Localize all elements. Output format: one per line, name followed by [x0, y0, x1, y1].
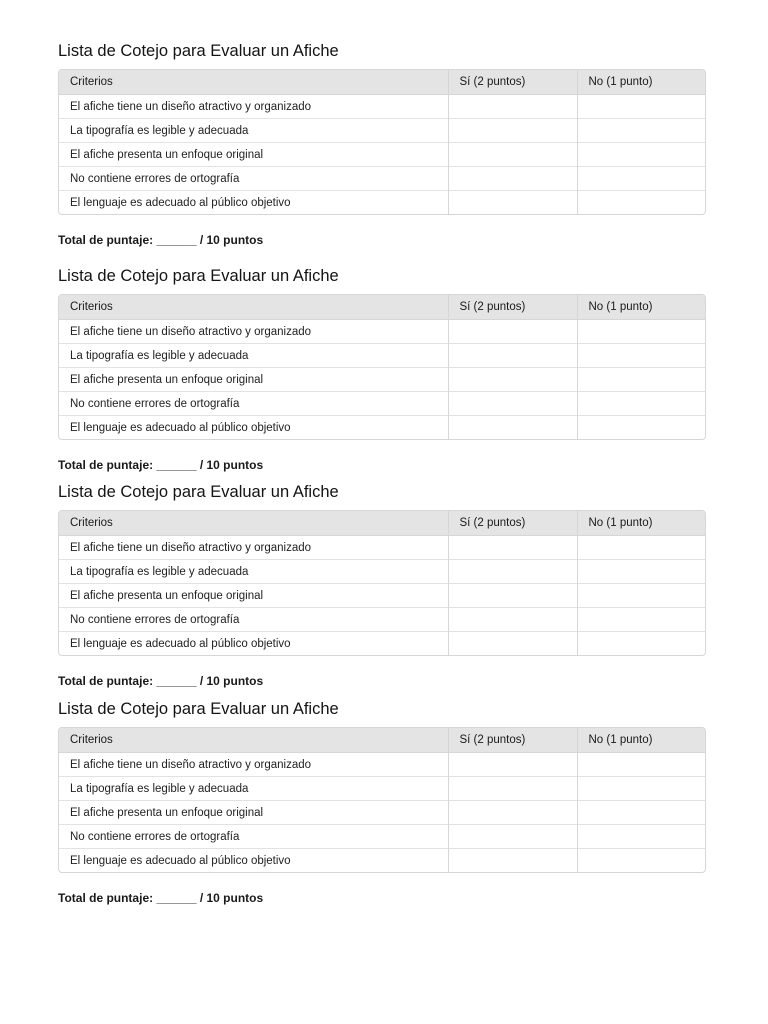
table-header-row	[59, 295, 705, 320]
no-cell[interactable]	[577, 560, 705, 584]
total-score: Total de puntaje: ______ / 10 puntos	[58, 891, 264, 905]
no-cell[interactable]	[577, 801, 705, 825]
table-row	[59, 777, 705, 801]
table-row	[59, 191, 705, 215]
si-cell[interactable]	[448, 344, 577, 368]
table-row	[59, 560, 705, 584]
no-cell[interactable]	[577, 777, 705, 801]
si-cell[interactable]	[448, 849, 577, 873]
no-cell[interactable]	[577, 320, 705, 344]
header-si: Sí (2 puntos)	[448, 295, 577, 320]
table-row	[59, 584, 705, 608]
no-cell[interactable]	[577, 344, 705, 368]
si-cell[interactable]	[448, 777, 577, 801]
table-row	[59, 143, 705, 167]
criterion-cell: El lenguaje es adecuado al público objetivo	[59, 849, 448, 873]
table-row	[59, 344, 705, 368]
total-score: Total de puntaje: ______ / 10 puntos	[58, 458, 264, 472]
si-cell[interactable]	[448, 753, 577, 777]
header-criterios: Criterios	[59, 295, 448, 320]
checklist-table-wrapper	[58, 510, 706, 656]
criterion-cell: El afiche tiene un diseño atractivo y organizado	[70, 325, 312, 338]
checklist-section-4	[58, 698, 706, 907]
total-score: Total de puntaje: ______ / 10 puntos	[58, 674, 264, 688]
no-cell[interactable]	[577, 753, 705, 777]
header-no: No (1 punto)	[577, 728, 705, 753]
header-si: Sí (2 puntos)	[448, 70, 577, 95]
criterion-cell: La tipografía es legible y adecuada	[59, 119, 448, 143]
table-row	[59, 392, 705, 416]
si-cell[interactable]	[448, 320, 577, 344]
checklist-section-3	[58, 481, 706, 690]
checklist-title: Lista de Cotejo para Evaluar un Afiche	[58, 483, 339, 501]
no-cell[interactable]	[577, 368, 705, 392]
header-si: Sí (2 puntos)	[448, 511, 577, 536]
no-cell[interactable]	[577, 825, 705, 849]
criterion-cell: El lenguaje es adecuado al público objetivo	[59, 632, 448, 656]
si-cell[interactable]	[448, 536, 577, 560]
si-cell[interactable]	[448, 801, 577, 825]
table-row	[59, 368, 705, 392]
table-row	[59, 536, 705, 560]
table-row	[59, 416, 705, 440]
checklist-table-wrapper	[58, 727, 706, 873]
si-cell[interactable]	[448, 191, 577, 215]
no-cell[interactable]	[577, 632, 705, 656]
table-header-row	[59, 511, 705, 536]
header-criterios: Criterios	[59, 70, 448, 95]
checklist-table-wrapper	[58, 294, 706, 440]
table-row	[59, 849, 705, 873]
no-cell[interactable]	[577, 143, 705, 167]
table-row	[59, 825, 705, 849]
si-cell[interactable]	[448, 167, 577, 191]
no-cell[interactable]	[577, 392, 705, 416]
table-row	[59, 95, 705, 119]
si-cell[interactable]	[448, 368, 577, 392]
no-cell[interactable]	[577, 849, 705, 873]
total-score: Total de puntaje: ______ / 10 puntos	[58, 233, 264, 247]
criterion-cell: El afiche presenta un enfoque original	[59, 801, 448, 825]
table-header-row	[59, 728, 705, 753]
checklist-title: Lista de Cotejo para Evaluar un Afiche	[58, 42, 339, 60]
table-header-row	[59, 70, 705, 95]
criterion-cell: El lenguaje es adecuado al público objetivo	[59, 191, 448, 215]
no-cell[interactable]	[577, 167, 705, 191]
no-cell[interactable]	[577, 536, 705, 560]
table-row	[59, 632, 705, 656]
no-cell[interactable]	[577, 95, 705, 119]
header-criterios: Criterios	[59, 728, 448, 753]
checklist-title: Lista de Cotejo para Evaluar un Afiche	[58, 267, 339, 285]
header-criterios: Criterios	[59, 511, 448, 536]
si-cell[interactable]	[448, 416, 577, 440]
table-row	[59, 753, 705, 777]
no-cell[interactable]	[577, 191, 705, 215]
checklist-title: Lista de Cotejo para Evaluar un Afiche	[58, 700, 339, 718]
criterion-cell: El afiche tiene un diseño atractivo y organizado	[70, 541, 312, 554]
si-cell[interactable]	[448, 632, 577, 656]
criterion-cell: La tipografía es legible y adecuada	[59, 560, 448, 584]
criterion-cell: La tipografía es legible y adecuada	[59, 344, 448, 368]
criterion-cell: El lenguaje es adecuado al público objetivo	[59, 416, 448, 440]
table-row	[59, 801, 705, 825]
header-no: No (1 punto)	[577, 511, 705, 536]
no-cell[interactable]	[577, 416, 705, 440]
table-row	[59, 608, 705, 632]
criterion-cell: No contiene errores de ortografía	[59, 608, 448, 632]
table-row	[59, 119, 705, 143]
header-no: No (1 punto)	[577, 295, 705, 320]
criterion-cell: El afiche presenta un enfoque original	[59, 368, 448, 392]
si-cell[interactable]	[448, 95, 577, 119]
table-row	[59, 320, 705, 344]
si-cell[interactable]	[448, 608, 577, 632]
criterion-cell: No contiene errores de ortografía	[59, 825, 448, 849]
criterion-cell: No contiene errores de ortografía	[59, 167, 448, 191]
si-cell[interactable]	[448, 560, 577, 584]
si-cell[interactable]	[448, 584, 577, 608]
si-cell[interactable]	[448, 119, 577, 143]
criterion-cell: El afiche tiene un diseño atractivo y organizado	[70, 758, 312, 771]
checklist-table	[59, 511, 705, 655]
criterion-cell: El afiche tiene un diseño atractivo y organizado	[70, 100, 312, 113]
si-cell[interactable]	[448, 825, 577, 849]
no-cell[interactable]	[577, 608, 705, 632]
checklist-section-1	[58, 40, 706, 249]
no-cell[interactable]	[577, 584, 705, 608]
header-si: Sí (2 puntos)	[448, 728, 577, 753]
criterion-cell: No contiene errores de ortografía	[59, 392, 448, 416]
no-cell[interactable]	[577, 119, 705, 143]
table-row	[59, 167, 705, 191]
criterion-cell: El afiche presenta un enfoque original	[59, 143, 448, 167]
checklist-table	[59, 70, 705, 214]
si-cell[interactable]	[448, 143, 577, 167]
si-cell[interactable]	[448, 392, 577, 416]
checklist-table	[59, 295, 705, 439]
header-no: No (1 punto)	[577, 70, 705, 95]
criterion-cell: El afiche presenta un enfoque original	[59, 584, 448, 608]
checklist-table-wrapper	[58, 69, 706, 215]
checklist-section-2	[58, 265, 706, 474]
criterion-cell: La tipografía es legible y adecuada	[59, 777, 448, 801]
checklist-table	[59, 728, 705, 872]
